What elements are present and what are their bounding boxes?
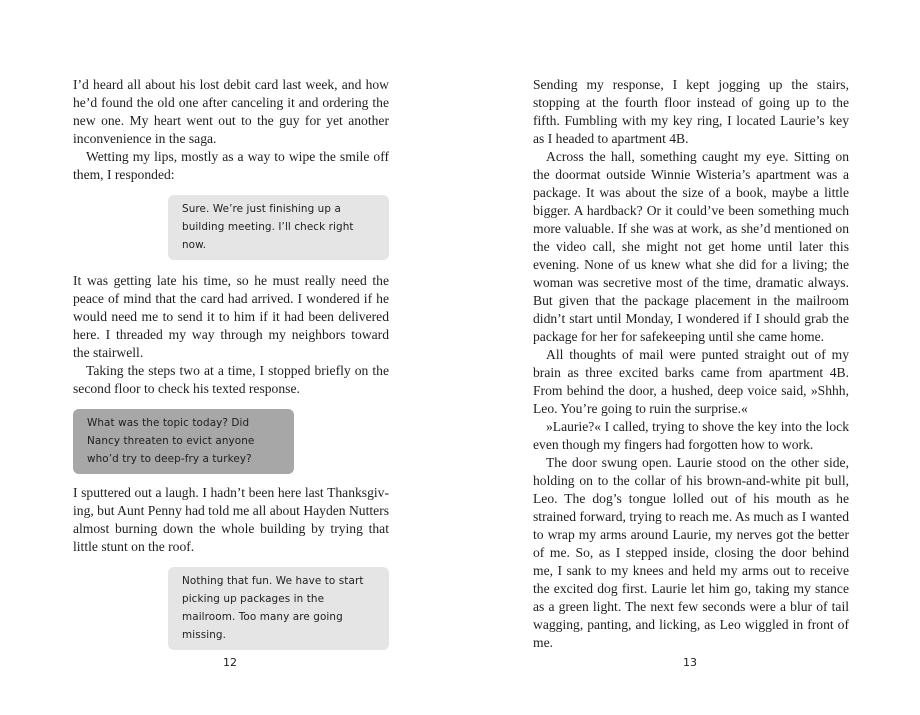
text-message-received: What was the topic today? Did Nancy threaten to evict anyone who’d try to deep-fry a turkey? <box>73 409 294 474</box>
paragraph: The door swung open. Laurie stood on the other side, holding on to the collar of his brown-and-white pit bull, Leo. The dog’s tongue lolled out of his mouth as he strained forward, trying to reach me. As much as I wanted to wrap my arms around Laurie, my nerves got the better of me. So, as I stepped inside, closing the door behind me, I sank to my knees and held my arms out to receive the excited dog first. Laurie let him go, taking my stance as a green light. The next few seconds were a blur of tail wagging, panting, and licking, as Leo wiggled in front of me. <box>533 455 849 650</box>
right-page <box>460 0 920 715</box>
page-number: 13 <box>683 656 697 669</box>
paragraph: I sputtered out a laugh. I hadn’t been here last Thanksgiving, but Aunt Penny had told me all about Hayden Nutters almost burning down the whole building by trying that little stunt on the roof. <box>73 485 390 554</box>
paragraph: All thoughts of mail were punted straight out of my brain as three excited barks came from apartment 4B. From behind the door, a hushed, deep voice said, »Shhh, Leo. You’re going to ruin the surprise.« <box>533 347 849 416</box>
paragraph: Sending my response, I kept jogging up the stairs, stopping at the fourth floor instead of going up to the fifth. Fumbling with my key ring, I located Laurie’s key as I headed to apartment 4B. <box>533 77 849 146</box>
paragraph: Taking the steps two at a time, I stopped briefly on the second floor to check his texted response. <box>73 363 389 396</box>
text-message-sent: Nothing that fun. We have to start picking up packages in the mailroom. Too many are going missing. <box>168 567 389 650</box>
paragraph: »Laurie?« I called, trying to shove the key into the lock even though my fingers had forgotten how to work. <box>533 419 849 452</box>
page-number: 12 <box>223 656 237 669</box>
paragraph: Wetting my lips, mostly as a way to wipe the smile off them, I responded: <box>73 149 389 182</box>
paragraph: Across the hall, something caught my eye. Sitting on the doormat outside Winnie Wisteria’s apartment was a package. It was about the size of a book, maybe a little bigger. A hardback? Or it could’ve been something much more valuable. If she was at work, as she’d mentioned on the video call, she might not get home until later this evening. None of us knew what she did for a living; the woman was secretive most of the time, dramatic always. But given that the package placement in the mailroom didn’t start until Monday, I wondered if I should grab the package for her for safekeeping until she came home. <box>533 149 849 344</box>
right-text-column <box>533 76 849 652</box>
text-message-sent: Sure. We’re just finishing up a building meeting. I’ll check right now. <box>168 195 389 260</box>
left-text-column <box>73 76 389 662</box>
paragraph: I’d heard all about his lost debit card last week, and how he’d found the old one after canceling it and ordering the new one. My heart went out to the guy for yet another inconvenience in the saga. <box>73 77 389 146</box>
paragraph: It was getting late his time, so he must really need the peace of mind that the card had arrived. I wondered if he would need me to send it to him if it had been delivered here. I threaded my way through my neighbors toward the stairwell. <box>73 273 389 360</box>
